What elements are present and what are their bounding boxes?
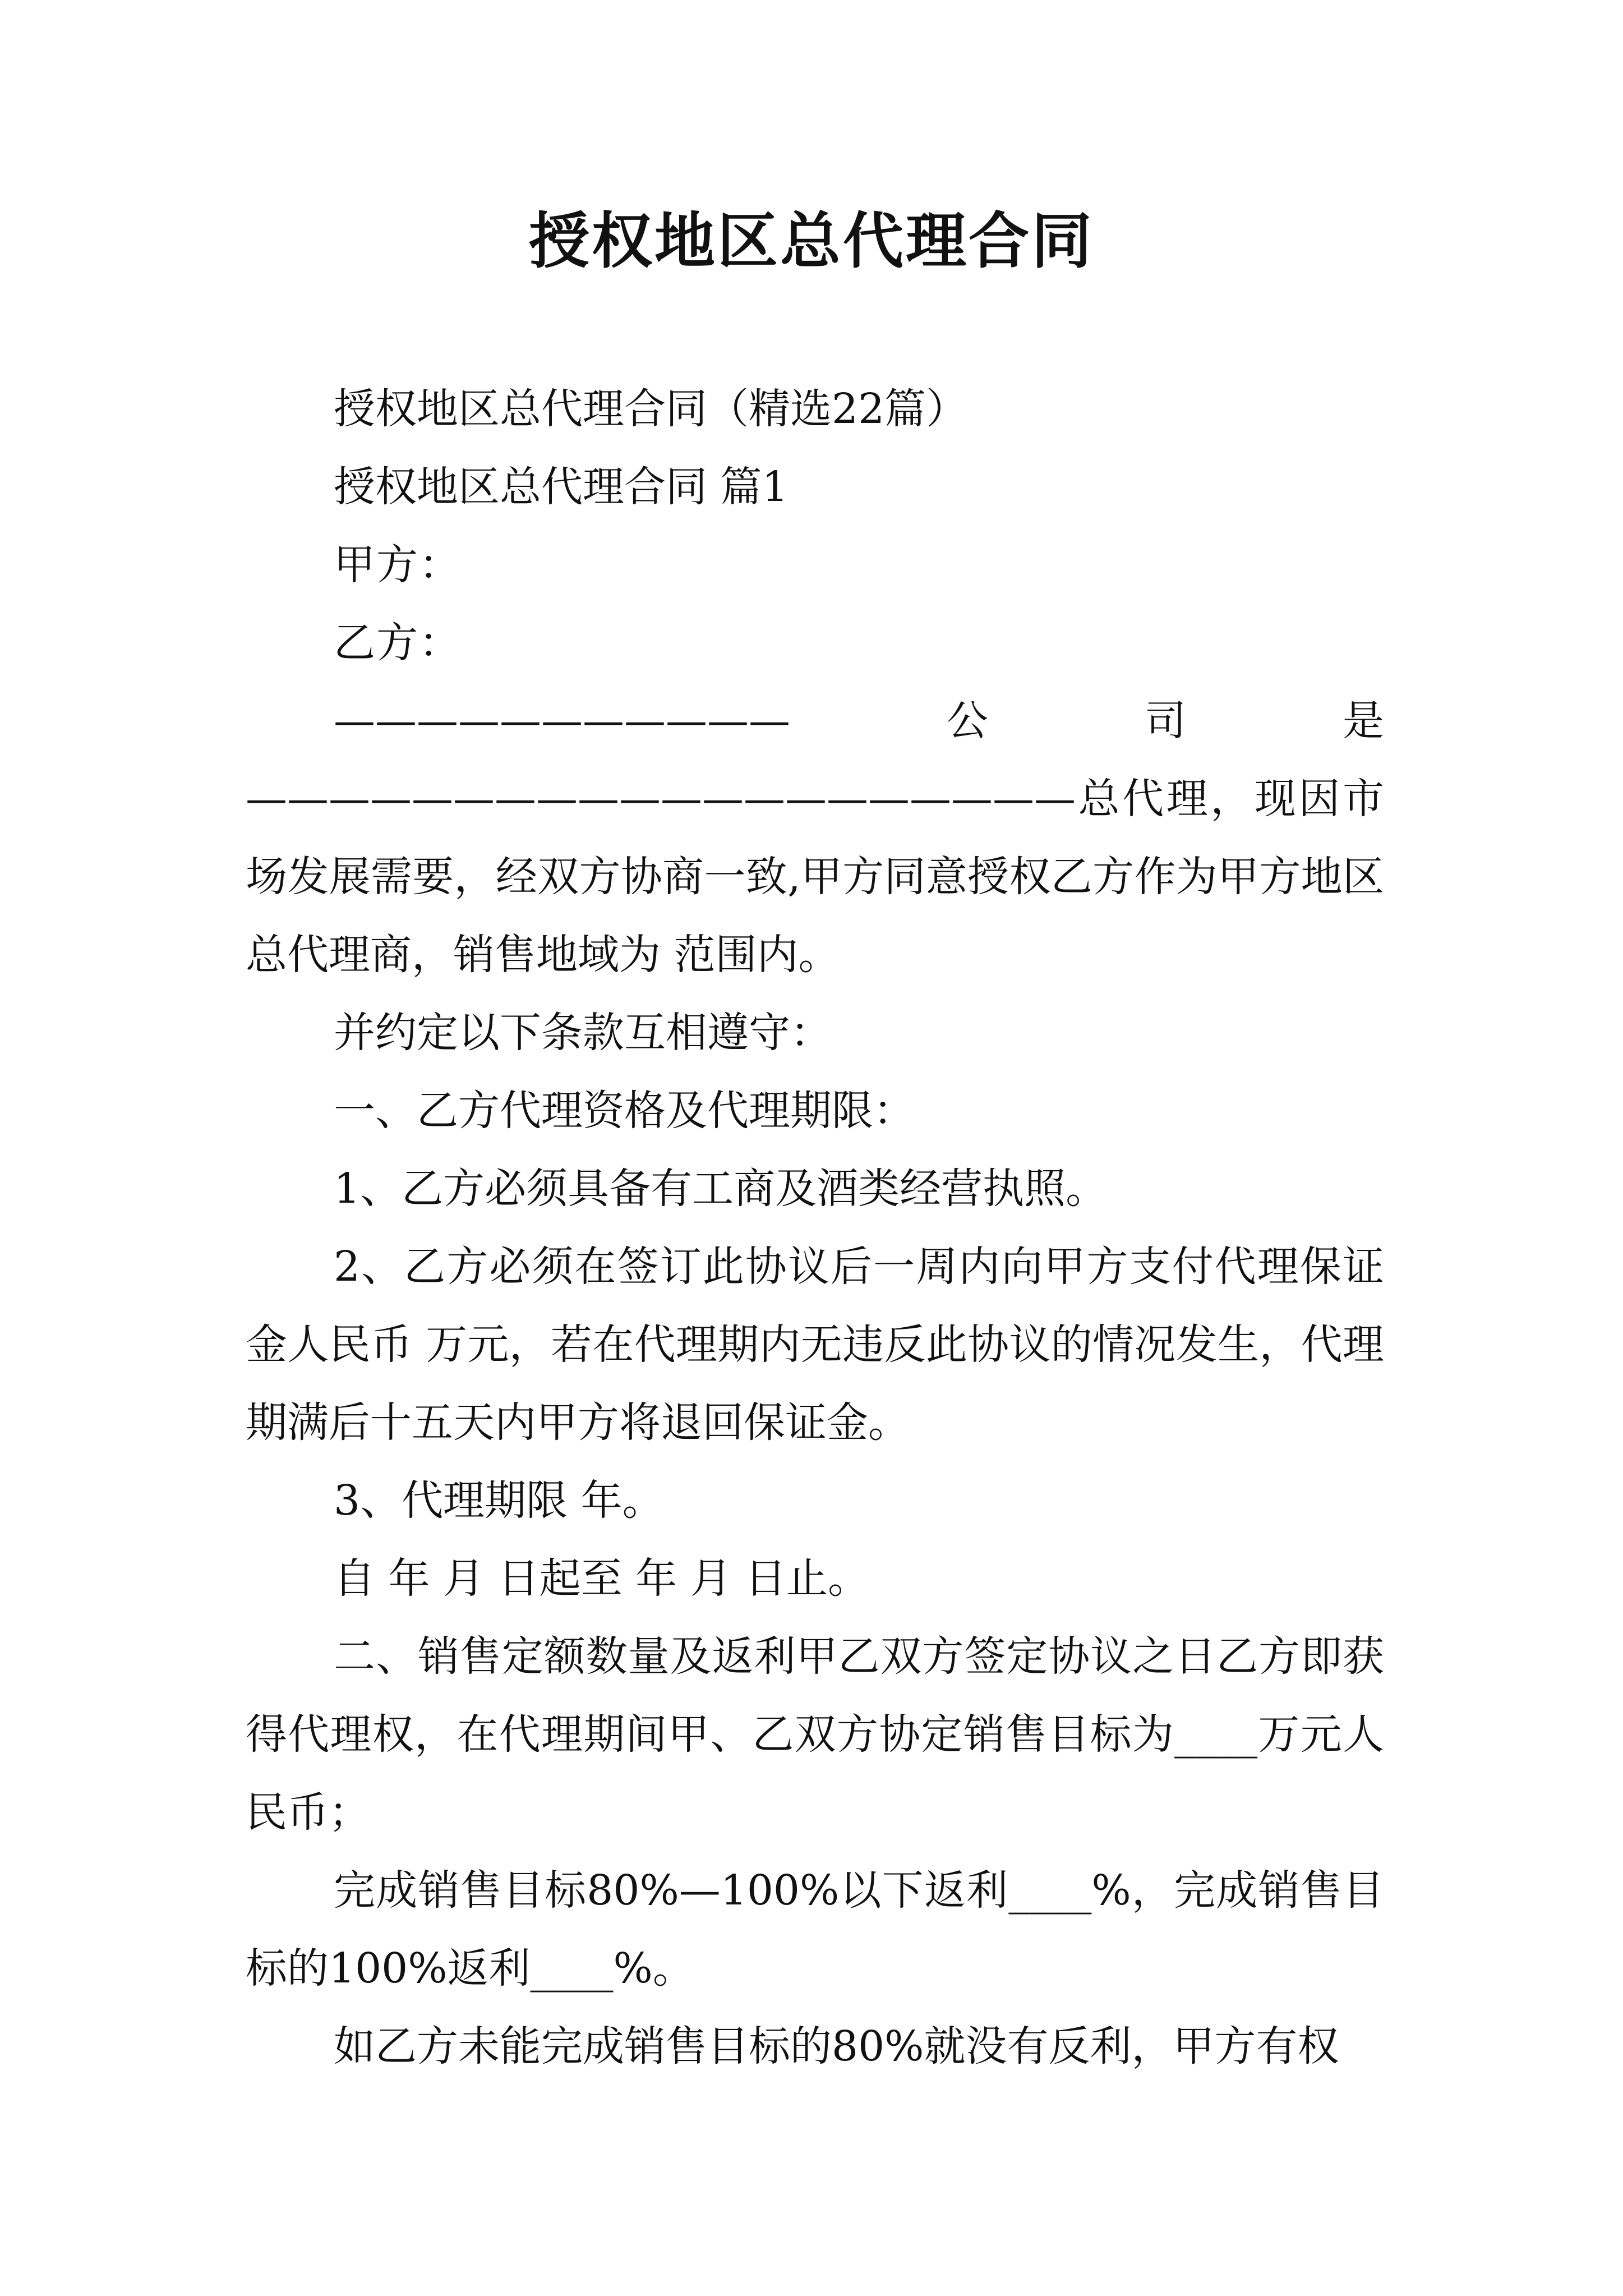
paragraph-subtitle: 授权地区总代理合同（精选22篇） [334, 385, 968, 433]
paragraph-clause-1-3: 3、代理期限 年。 [334, 1476, 664, 1525]
document-title: 授权地区总代理合同 [528, 206, 1094, 277]
document-body [246, 370, 1384, 2086]
paragraph-rebate: 完成销售目标80%—100%以下返利____%，完成销售目标的100%返利____%。 [246, 1866, 1384, 1993]
paragraph-terms-intro: 并约定以下条款互相遵守： [334, 1009, 832, 1057]
paragraph-term-dates: 自 年 月 日起至 年 月 日止。 [334, 1554, 870, 1603]
paragraph-rebate-condition: 如乙方未能完成销售目标的80%就没有反利，甲方有权 [334, 2022, 1339, 2070]
paragraph-clause-1-heading: 一、乙方代理资格及代理期限： [334, 1087, 915, 1135]
paragraph-appointment: ———————————公司是————————————————————总代理，现因市场发展需要，经双方协商一致,甲方同意授权乙方作为甲方地区总代理商，销售地域为 范围内。 [246, 697, 1384, 979]
paragraph-section-heading: 授权地区总代理合同 篇1 [334, 463, 789, 511]
paragraph-party-b: 乙方： [334, 619, 462, 667]
paragraph-party-a: 甲方： [334, 541, 462, 589]
paragraph-clause-1-1: 1、乙方必须具备有工商及酒类经营执照。 [334, 1165, 1108, 1213]
paragraph-clause-2: 二、销售定额数量及返利甲乙双方签定协议之日乙方即获得代理权，在代理期间甲、乙双方协定销售目标为____万元人民币； [246, 1632, 1384, 1837]
paragraph-clause-1-2: 2、乙方必须在签订此协议后一周内向甲方支付代理保证金人民币 万元，若在代理期内无违反此协议的情况发生，代理期满后十五天内甲方将退回保证金。 [246, 1243, 1384, 1447]
